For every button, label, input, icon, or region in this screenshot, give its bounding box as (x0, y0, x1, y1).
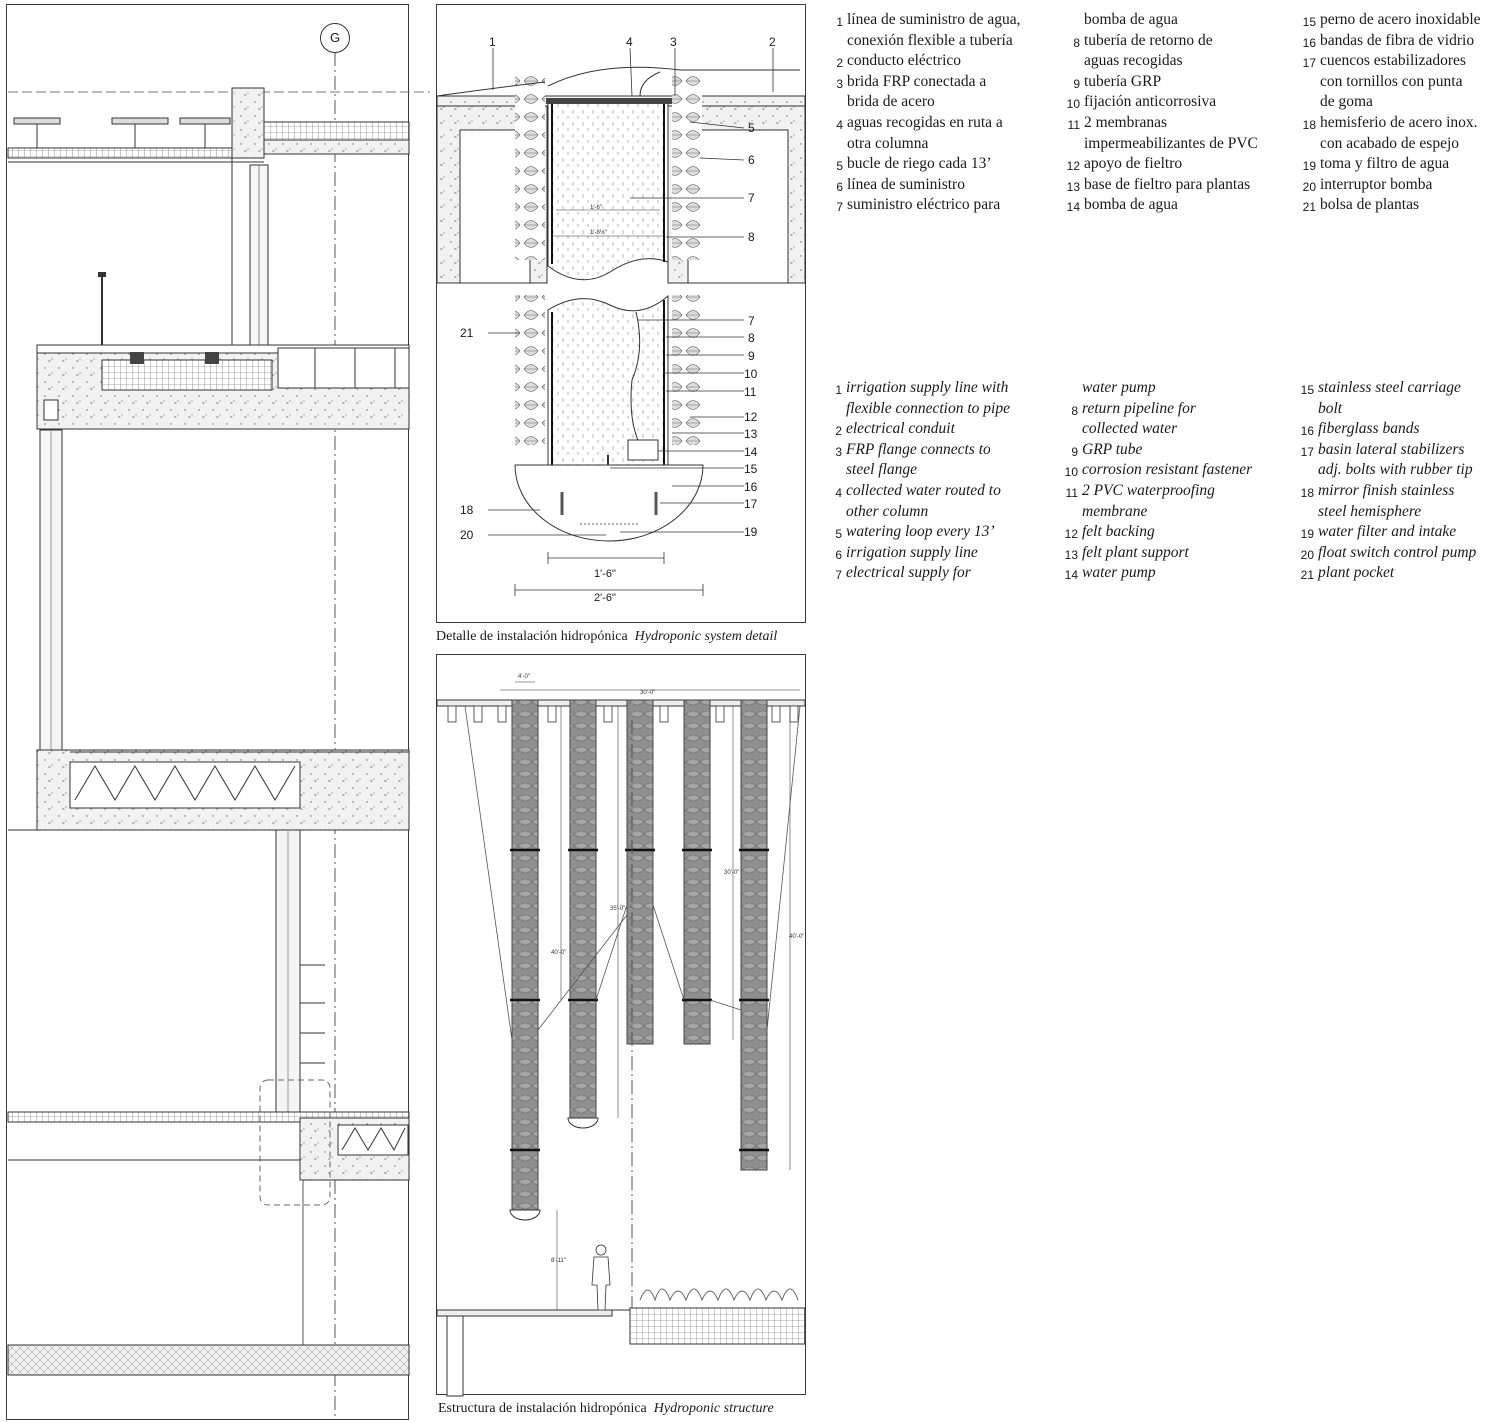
legend-spanish (816, 10, 1506, 230)
legend-item-text: suministro eléctrico para (847, 196, 1001, 214)
callout-11: 11 (744, 385, 757, 399)
legend-item-number: 3 (835, 444, 842, 459)
legend-item-number: 5 (835, 527, 842, 542)
legend-item-number: 16 (1300, 424, 1314, 439)
grid-marker-label: G (329, 30, 341, 45)
legend-item-text: tubería de retorno de (1084, 31, 1213, 49)
legend-item-number: 7 (836, 200, 843, 215)
legend-item-number: 9 (1071, 444, 1078, 459)
legend-item-number: 7 (835, 568, 842, 583)
legend-item-text: con tornillos con punta (1320, 72, 1463, 90)
legend-item-number: 1 (835, 383, 842, 397)
legend-item-text: brida FRP conectada a (847, 72, 987, 90)
callout-7-bottom: 7 (748, 314, 755, 328)
legend-item-text: perno de acero inoxidable (1320, 11, 1481, 28)
structure-dim-col2: 35'-0" (610, 906, 626, 912)
legend-item-number: 8 (1073, 35, 1080, 50)
legend-item-text: con acabado de espejo (1320, 134, 1460, 152)
legend-item-text: FRP flange connects to (846, 440, 991, 458)
detail-caption-en: Hydroponic system detail (634, 629, 778, 644)
legend-item-text: stainless steel carriage (1318, 379, 1461, 396)
callout-3: 3 (670, 35, 677, 49)
callout-7-top: 7 (748, 191, 755, 205)
callout-21: 21 (460, 326, 474, 340)
callout-1: 1 (489, 35, 496, 49)
legend-item-text: bandas de fibra de vidrio (1320, 31, 1475, 49)
legend-item-text: base de fieltro para plantas (1084, 175, 1251, 193)
legend-item-text: fijación anticorrosiva (1084, 93, 1217, 111)
legend-item-text: conducto eléctrico (847, 52, 962, 70)
callout-14: 14 (744, 445, 758, 459)
callout-10: 10 (744, 367, 758, 381)
legend-item-number: 19 (1300, 527, 1314, 542)
structure-dim-col1: 40'-0" (551, 950, 567, 956)
legend-item-text: toma y filtro de agua (1320, 155, 1450, 173)
legend-item-text: membrane (1082, 502, 1148, 520)
legend-item-text: bolt (1318, 399, 1343, 417)
legend-item-text: bucle de riego cada 13’ (847, 155, 992, 173)
legend-item-number: 6 (835, 547, 842, 562)
legend-item-number: 19 (1302, 159, 1316, 174)
dimension-tube-outer: 1'-8½" (590, 230, 607, 236)
legend-item-number: 6 (836, 179, 843, 194)
dimension-inner: 1'-6" (594, 568, 616, 580)
legend-item-number: 21 (1302, 200, 1316, 215)
legend-item-text: aguas recogidas (1084, 52, 1183, 70)
callout-20: 20 (460, 528, 474, 542)
callout-8-top: 8 (748, 230, 755, 244)
legend-item-text: felt backing (1082, 523, 1155, 541)
legend-item-text: flexible connection to pipe (846, 399, 1010, 417)
legend-item-number: 16 (1302, 35, 1316, 50)
legend-item-text: impermeabilizantes de PVC (1084, 134, 1258, 152)
legend-item-number: 14 (1064, 568, 1078, 583)
structure-dim-width: 30'-0" (640, 690, 656, 696)
callout-19: 19 (744, 525, 758, 539)
legend-item-text: corrosion resistant fastener (1082, 461, 1253, 479)
legend-item-text: apoyo de fieltro (1084, 155, 1183, 173)
legend-item-number: 17 (1300, 444, 1314, 459)
legend-item-number: 10 (1064, 465, 1078, 480)
legend-item-number: 17 (1302, 56, 1316, 71)
dimension-outer: 2'-6" (594, 592, 616, 604)
dimension-tube-inner: 1'-6" (590, 205, 602, 211)
legend-item-text: adj. bolts with rubber tip (1318, 461, 1473, 479)
legend-item-text: other column (846, 502, 929, 520)
legend-item-number: 13 (1064, 547, 1078, 562)
callout-4: 4 (626, 35, 633, 49)
callout-9: 9 (748, 349, 755, 363)
legend-item-number: 18 (1302, 118, 1316, 132)
legend-item-number: 11 (1067, 118, 1080, 132)
legend-item-text: collected water routed to (846, 482, 1001, 499)
legend-item-text: 2 membranas (1084, 114, 1168, 131)
legend-item-number: 2 (836, 56, 843, 71)
legend-item-text: hemisferio de acero inox. (1320, 114, 1478, 131)
legend-item-number: 13 (1066, 179, 1080, 194)
legend-item-text: 2 PVC waterproofing (1082, 482, 1215, 499)
callout-15: 15 (744, 462, 758, 476)
callout-6: 6 (748, 153, 755, 167)
legend-item-text: fiberglass bands (1318, 420, 1420, 438)
structure-caption-en: Hydroponic structure (653, 1401, 774, 1416)
legend-item-text: steel hemisphere (1318, 502, 1422, 520)
legend-item-text: otra columna (847, 134, 929, 152)
legend-item-text: de goma (1320, 93, 1373, 111)
legend-item-number: 20 (1300, 547, 1314, 562)
legend-item-number: 18 (1300, 486, 1314, 500)
legend-item-text: línea de suministro de agua, (847, 11, 1021, 28)
legend-item-number: 15 (1300, 383, 1314, 397)
legend-item-number: 8 (1071, 403, 1078, 418)
legend-item-number: 20 (1302, 179, 1316, 194)
legend-item-text: float switch control pump (1318, 543, 1477, 561)
legend-item-text: basin lateral stabilizers (1318, 440, 1465, 458)
callout-5: 5 (748, 121, 755, 135)
legend-item-number: 14 (1066, 200, 1080, 215)
legend-item-number: 1 (836, 15, 843, 29)
legend-item-text: GRP tube (1082, 440, 1143, 458)
structure-caption-es: Estructura de instalación hidropónica (438, 1401, 647, 1416)
legend-item-number: 9 (1073, 76, 1080, 91)
legend-item-number: 11 (1065, 486, 1078, 500)
legend-item-text: water pump (1082, 379, 1156, 396)
legend-item-text: bomba de agua (1084, 196, 1178, 214)
legend-item-number: 15 (1302, 15, 1316, 29)
legend-item-text: interruptor bomba (1320, 175, 1433, 193)
legend-item-text: collected water (1082, 420, 1178, 438)
legend-item-text: return pipeline for (1082, 399, 1196, 417)
legend-item-number: 21 (1300, 568, 1314, 583)
legend-item-text: bolsa de plantas (1320, 196, 1420, 214)
legend-item-text: brida de acero (847, 93, 935, 111)
legend-item-text: conexión flexible a tubería (847, 31, 1013, 49)
legend-item-text: irrigation supply line with (846, 379, 1009, 396)
legend-item-number: 4 (836, 118, 843, 132)
callout-8-bottom: 8 (748, 331, 755, 345)
callout-18: 18 (460, 503, 474, 517)
legend-item-text: felt plant support (1082, 543, 1189, 561)
legend-item-text: watering loop every 13’ (846, 523, 995, 541)
legend-item-number: 5 (836, 159, 843, 174)
legend-item-text: electrical supply for (846, 564, 971, 582)
legend-item-number: 12 (1066, 159, 1080, 174)
structure-caption (438, 1401, 774, 1417)
legend-item-text: plant pocket (1318, 564, 1395, 582)
legend-item-text: steel flange (846, 461, 918, 479)
structure-dim-clearance: 8'-11" (551, 1258, 566, 1264)
legend-item-text: cuencos estabilizadores (1320, 52, 1466, 70)
legend-item-number: 12 (1064, 527, 1078, 542)
structure-dim-col3: 30'-0" (724, 870, 740, 876)
structure-dim-col5: 40'-0" (789, 934, 805, 940)
callout-2: 2 (769, 35, 776, 49)
callout-17: 17 (744, 497, 758, 511)
callout-12: 12 (744, 410, 758, 424)
legend-item-text: bomba de agua (1084, 11, 1178, 28)
legend-item-text: tubería GRP (1084, 72, 1162, 90)
legend-item-text: irrigation supply line (846, 543, 978, 561)
legend-item-text: water pump (1082, 564, 1156, 582)
callout-13: 13 (744, 427, 758, 441)
legend-english (816, 378, 1506, 598)
detail-caption-es: Detalle de instalación hidropónica (436, 629, 628, 644)
legend-item-number: 10 (1066, 97, 1080, 112)
legend-item-text: línea de suministro (847, 175, 965, 193)
legend-item-text: water filter and intake (1318, 523, 1457, 541)
callout-16: 16 (744, 480, 758, 494)
legend-item-number: 4 (835, 486, 842, 500)
legend-item-text: aguas recogidas en ruta a (847, 114, 1003, 131)
legend-item-number: 2 (835, 424, 842, 439)
structure-dim-spacing: 4'-0" (518, 674, 530, 680)
legend-item-text: electrical conduit (846, 420, 955, 438)
legend-item-number: 3 (836, 76, 843, 91)
legend-item-text: mirror finish stainless (1318, 482, 1455, 499)
